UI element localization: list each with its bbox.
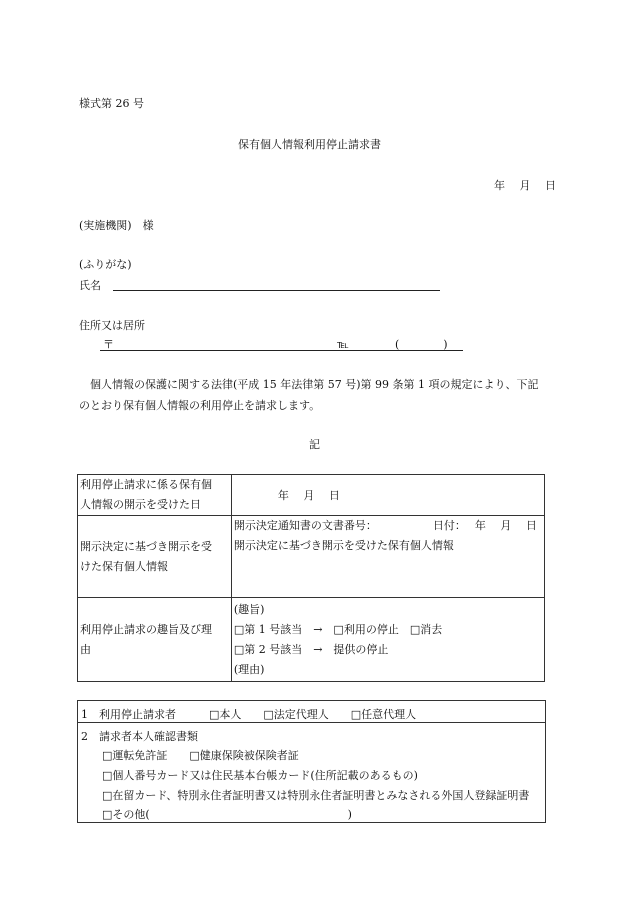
- postal-mark: 〒: [103, 338, 114, 351]
- table-row: [78, 516, 545, 598]
- doc-number-label: 開示決定通知書の文書番号：: [233, 519, 377, 532]
- disclosed-info-text: 開示決定に基づき開示を受けた保有個人情報: [233, 539, 454, 552]
- name-underline: [113, 290, 440, 291]
- option-item-2[interactable]: □第 2 号該当 → 提供の停止: [233, 642, 389, 656]
- requester-line[interactable]: 1 利用停止請求者 □本人 □法定代理人 □任意代理人: [81, 708, 417, 721]
- body-text-line1: 個人情報の保護に関する法律(平成 15 年法律第 57 号)第 99 条第 1 項の規定により、下記: [90, 378, 539, 391]
- id-docs-option-4[interactable]: □その他( ): [102, 808, 352, 821]
- received-date-text: 年 月 日: [277, 489, 340, 502]
- purpose-heading: (趣旨): [233, 602, 265, 616]
- name-label: 氏名: [79, 279, 101, 292]
- address-label: 住所又は居所: [79, 319, 145, 332]
- form-number: 様式第 26 号: [79, 97, 144, 110]
- label-line: けた保有個人情報: [80, 559, 168, 573]
- id-docs-option-1[interactable]: □運転免許証 □健康保険被保険者証: [102, 749, 299, 762]
- doc-date-label: 日付： 年 月 日: [432, 519, 537, 532]
- id-docs-heading: 2 請求者本人確認書類: [81, 730, 198, 743]
- tel-parens: ( ): [395, 338, 448, 351]
- page-title: 保有個人情報利用停止請求書: [238, 138, 381, 151]
- option-item-1[interactable]: □第 1 号該当 → □利用の停止 □消去: [233, 622, 443, 636]
- table-row: [78, 598, 545, 682]
- id-docs-option-3[interactable]: □在留カード、特別永住者証明書又は特別永住者証明書とみなされる外国人登録証明書: [102, 789, 530, 802]
- received-date-label: [78, 475, 232, 516]
- received-date-value: [231, 475, 544, 516]
- id-docs-option-2[interactable]: □個人番号カード又は住民基本台帳カード(住所記載のあるもの): [102, 769, 418, 782]
- requester-box: [77, 700, 546, 823]
- divider: [78, 722, 545, 723]
- label-line: 人情報の開示を受けた日: [80, 498, 201, 511]
- request-table: [77, 474, 545, 682]
- label-line: 開示決定に基づき開示を受: [80, 539, 212, 553]
- reason-heading: (理由): [233, 662, 265, 676]
- tel-icon: ℡: [337, 338, 349, 351]
- label-line: 由: [80, 642, 91, 656]
- purpose-reason-label: [78, 598, 232, 682]
- body-text-line2: のとおり保有個人情報の利用停止を請求します。: [79, 399, 321, 412]
- label-line: 利用停止請求の趣旨及び理: [80, 622, 212, 636]
- disclosed-info-label: [78, 516, 232, 598]
- table-row: [78, 475, 545, 516]
- ki-heading: 記: [309, 438, 320, 451]
- address-underline: [100, 350, 463, 351]
- label-line: 利用停止請求に係る保有個: [80, 478, 212, 491]
- furigana-label: (ふりがな): [79, 258, 132, 271]
- purpose-reason-value: [231, 598, 544, 682]
- disclosed-info-value: [231, 516, 544, 598]
- date-line: 年 月 日: [494, 179, 556, 192]
- addressee: (実施機関) 様: [79, 219, 154, 232]
